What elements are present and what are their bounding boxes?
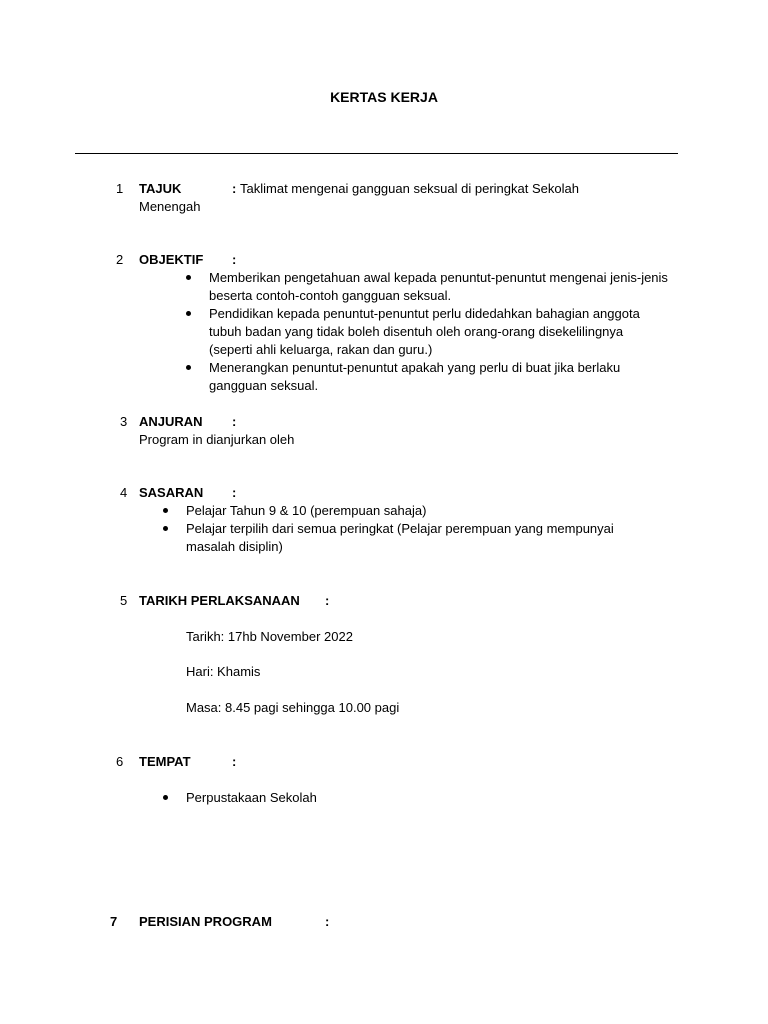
event-day: Hari: Khamis bbox=[186, 664, 261, 679]
section-2-number: 2 bbox=[116, 252, 124, 267]
section-1-text-continued: Menengah bbox=[139, 199, 201, 214]
target-item-2: Pelajar terpilih dari semua peringkat (Pelajar perempuan yang mempunyai masalah disiplin) bbox=[186, 521, 614, 554]
objective-item-3: Menerangkan penuntut-penuntut apakah yang perlu di buat jika berlaku gangguan seksual. bbox=[209, 360, 621, 393]
section-7-number: 7 bbox=[110, 914, 118, 929]
document-title: KERTAS KERJA bbox=[330, 89, 438, 105]
section-7-heading: PERISIAN PROGRAM bbox=[139, 914, 272, 929]
section-1-heading: TAJUK bbox=[139, 181, 182, 196]
section-3-colon: : bbox=[232, 414, 237, 429]
bullet-icon bbox=[163, 795, 168, 800]
section-6-colon: : bbox=[232, 754, 237, 769]
section-2-colon: : bbox=[232, 252, 237, 267]
objective-item-2: Pendidikan kepada penuntut-penuntut perlu didedahkan bahagian anggota tubuh badan yang tidak boleh disentuh oleh orang-orang disekelilingnya (seperti ahli keluarga, rakan dan guru.) bbox=[209, 306, 640, 357]
bullet-icon bbox=[186, 311, 191, 316]
section-1-text: Taklimat mengenai gangguan seksual di peringkat Sekolah bbox=[240, 181, 579, 196]
section-5-number: 5 bbox=[120, 593, 128, 608]
bullet-icon bbox=[186, 275, 191, 280]
bullet-icon bbox=[163, 508, 168, 513]
section-7-colon: : bbox=[325, 914, 330, 929]
section-1-number: 1 bbox=[116, 181, 124, 196]
target-item-1: Pelajar Tahun 9 & 10 (perempuan sahaja) bbox=[186, 503, 427, 518]
section-6-heading: TEMPAT bbox=[139, 754, 191, 769]
venue-item: Perpustakaan Sekolah bbox=[186, 790, 317, 805]
title-divider bbox=[75, 153, 678, 154]
section-4-heading: SASARAN bbox=[139, 485, 204, 500]
event-date: Tarikh: 17hb November 2022 bbox=[186, 629, 353, 644]
bullet-icon bbox=[163, 526, 168, 531]
section-4-colon: : bbox=[232, 485, 237, 500]
section-3-body: Program in dianjurkan oleh bbox=[139, 432, 295, 447]
section-5-colon: : bbox=[325, 593, 330, 608]
section-2-heading: OBJEKTIF bbox=[139, 252, 204, 267]
section-3-number: 3 bbox=[120, 414, 128, 429]
event-time: Masa: 8.45 pagi sehingga 10.00 pagi bbox=[186, 700, 400, 715]
objective-item-1: Memberikan pengetahuan awal kepada penuntut-penuntut mengenai jenis-jenis beserta contoh-contoh gangguan seksual. bbox=[209, 270, 668, 303]
section-1-colon: : bbox=[232, 181, 237, 196]
section-6-number: 6 bbox=[116, 754, 124, 769]
section-4-number: 4 bbox=[120, 485, 128, 500]
section-5-heading: TARIKH PERLAKSANAAN bbox=[139, 593, 300, 608]
bullet-icon bbox=[186, 365, 191, 370]
section-3-heading: ANJURAN bbox=[139, 414, 203, 429]
